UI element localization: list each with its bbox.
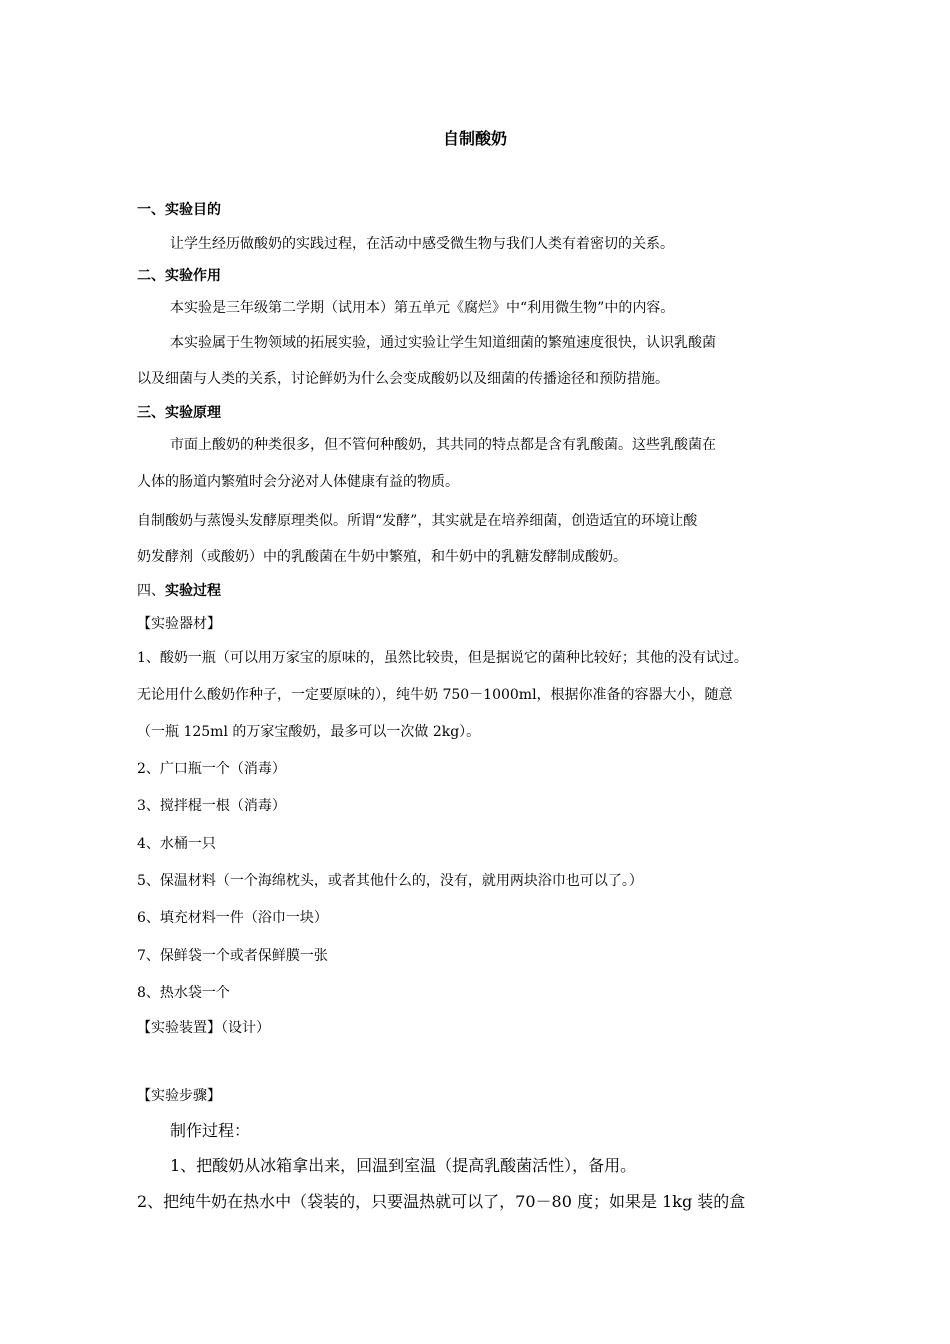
steps-subheading: 制作过程：: [170, 1121, 251, 1140]
section-heading-process: [137, 580, 221, 600]
apparatus-heading: 【实验装置】（设计）: [137, 1020, 270, 1036]
section-heading-principle: 三、实验原理: [137, 405, 221, 421]
paragraph: 以及细菌与人类的关系，讨论鲜奶为什么会变成酸奶以及细菌的传播途径和预防措施。: [137, 371, 669, 387]
paragraph: 人体的肠道内繁殖时会分泌对人体健康有益的物质。: [137, 474, 459, 490]
list-item: 4、水桶一只: [137, 836, 216, 852]
list-item: 5、保温材料（一个海绵枕头，或者其他什么的，没有，就用两块浴巾也可以了。）: [137, 873, 643, 889]
step-item: 2、把纯牛奶在热水中（袋装的，只要温热就可以了，70－80 度；如果是 1kg 装的盒: [137, 1192, 746, 1211]
steps-heading: 【实验步骤】: [137, 1088, 221, 1104]
list-item: 无论用什么酸奶作种子，一定要原味的），纯牛奶 750－1000ml，根据你准备的容器大小，随意: [137, 687, 733, 703]
list-item: 6、填充材料一件（浴巾一块）: [137, 910, 328, 926]
paragraph: 市面上酸奶的种类很多，但不管何种酸奶，其共同的特点都是含有乳酸菌。这些乳酸菌在: [170, 437, 716, 453]
section-heading-purpose: 一、实验目的: [137, 202, 221, 218]
paragraph: 让学生经历做酸奶的实践过程，在活动中感受微生物与我们人类有着密切的关系。: [170, 236, 674, 252]
paragraph: 本实验属于生物领域的拓展实验，通过实验让学生知道细菌的繁殖速度很快，认识乳酸菌: [170, 335, 716, 351]
section-heading-role: 二、实验作用: [137, 268, 221, 284]
list-item: （一瓶 125ml 的万家宝酸奶，最多可以一次做 2kg）。: [137, 724, 481, 740]
list-item: 7、保鲜袋一个或者保鲜膜一张: [137, 948, 328, 964]
list-item: 3、搅拌棍一根（消毒）: [137, 798, 286, 814]
list-item: 2、广口瓶一个（消毒）: [137, 761, 286, 777]
list-item: 8、热水袋一个: [137, 985, 230, 1001]
heading-text: 实验过程: [165, 583, 221, 599]
list-item: 1、酸奶一瓶（可以用万家宝的原味的，虽然比较贵，但是据说它的菌种比较好；其他的没有试过。: [137, 650, 748, 666]
paragraph: 自制酸奶与蒸馒头发酵原理类似。所谓“发酵”，其实就是在培养细菌，创造适宜的环境让酸: [137, 513, 698, 529]
materials-heading: 【实验器材】: [137, 616, 221, 632]
paragraph: 奶发酵剂（或酸奶）中的乳酸菌在牛奶中繁殖，和牛奶中的乳糖发酵制成酸奶。: [137, 549, 627, 565]
page-title: 自制酸奶: [442, 129, 507, 148]
heading-number: 四、: [137, 583, 165, 599]
paragraph: 本实验是三年级第二学期（试用本）第五单元《腐烂》中“利用微生物”中的内容。: [170, 300, 675, 316]
step-item: 1、把酸奶从冰箱拿出来，回温到室温（提高乳酸菌活性），备用。: [170, 1156, 637, 1175]
